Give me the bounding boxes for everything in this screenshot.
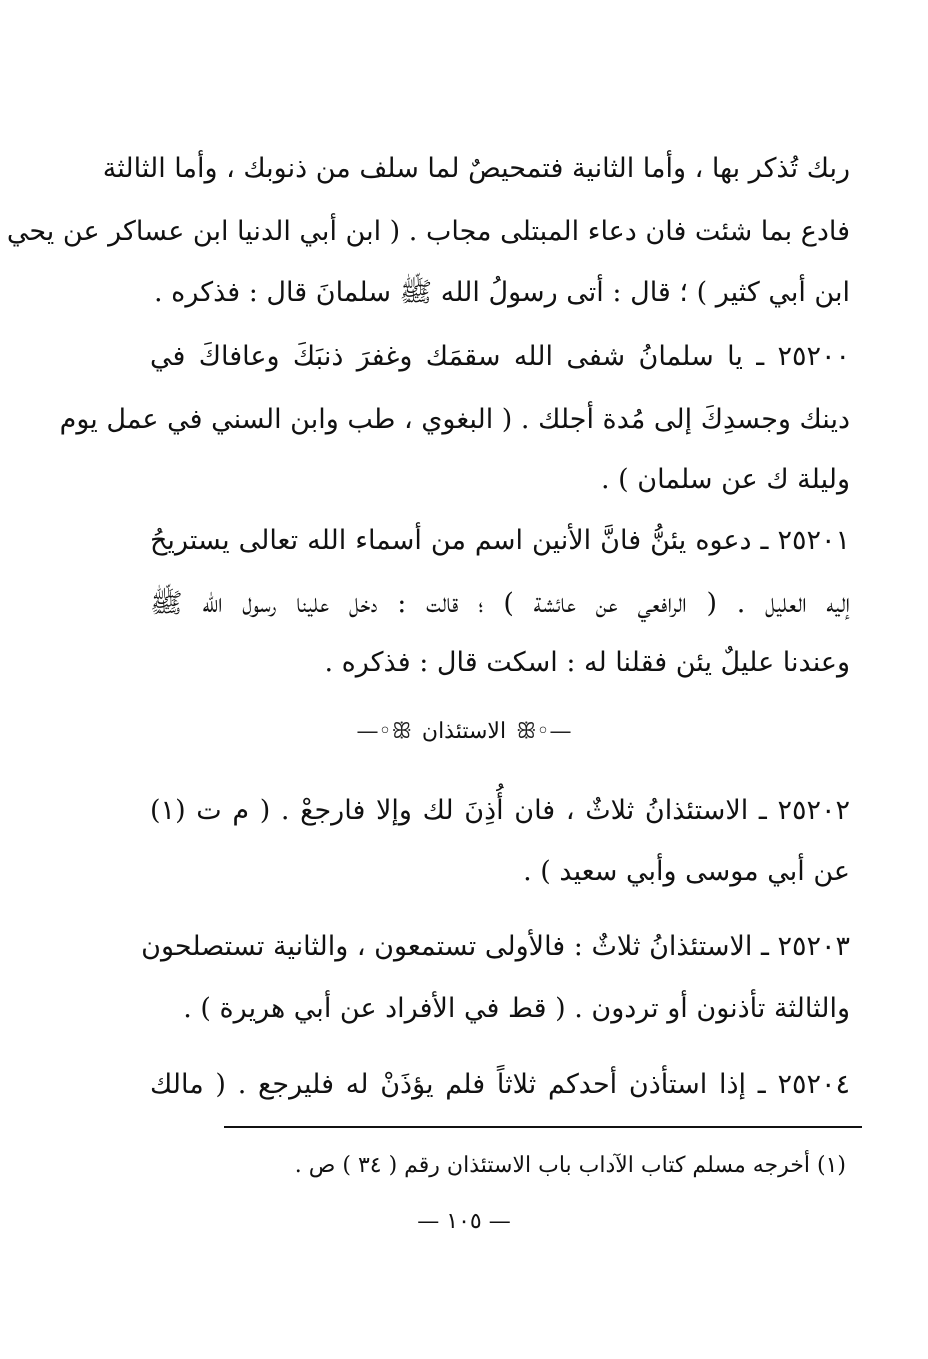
text-line: دينك وجسدِكَ إلى مُدة أجلك . ( البغوي ، طب وابن السني في عمل يوم (59, 404, 850, 435)
footnote: (١) أخرجه مسلم كتاب الآداب باب الاستئذان رقم ( ٣٤ ) ص . (294, 1153, 846, 1178)
text-line: ربك تُذكر بها ، وأما الثانية فتمحيصٌ لما سلف من ذنوبك ، وأما الثالثة (102, 153, 850, 184)
text-line: ٢٥٢٠٣ ـ الاستئذانُ ثلاثٌ : فالأولى تستمعون ، والثانية تستصلحون (141, 931, 850, 962)
page-number: — ١٠٥ — (417, 1209, 511, 1234)
section-heading (0, 712, 928, 752)
text-line: وليلة ك عن سلمان ) . (601, 464, 850, 495)
text-line: ٢٥٢٠٤ ـ إذا استأذن أحدكم ثلاثاً فلم يؤذَنْ له فليرجع . ( مالك (150, 1069, 850, 1100)
ornament-left-icon: —◦ꕥ (516, 719, 572, 744)
text-line: ابن أبي كثير ) ؛ قال : أتى رسولُ الله ﷺ سلمانَ قال : فذكره . (154, 277, 850, 308)
text-line: ٢٥٢٠٢ ـ الاستئذانُ ثلاثٌ ، فان أُذِنَ لك وإلا فارجعْ . ( م ت (١) (150, 795, 850, 826)
footnote-divider (224, 1126, 862, 1128)
text-line: فادع بما شئت فان دعاء المبتلى مجاب . ( ابن أبي الدنيا ابن عساكر عن يحي (6, 216, 850, 247)
section-title: الاستئذان (421, 719, 507, 744)
text-line: ٢٥٢٠١ ـ دعوه يئنُّ فانَّ الأنين اسم من أسماء الله تعالى يستريحُ (150, 525, 850, 556)
text-line: عن أبي موسى وأبي سعيد ) . (523, 856, 850, 887)
text-line: ٢٥٢٠٠ ـ يا سلمانُ شفى الله سقمَك وغفرَ ذنبَكَ وعافاكَ في (150, 341, 850, 372)
ornament-right-icon: ꕥ◦— (356, 719, 412, 744)
text-line: إليه العليل . ( الرافعي عن عائشة ) ؛ قالت : دخل علينا رسول الله ﷺ (150, 588, 850, 619)
text-line: وعندنا عليلٌ يئن فقلنا له : اسكت قال : فذكره . (324, 647, 850, 678)
text-line: والثالثة تأذنون أو تردون . ( قط في الأفراد عن أبي هريرة ) . (183, 993, 850, 1024)
